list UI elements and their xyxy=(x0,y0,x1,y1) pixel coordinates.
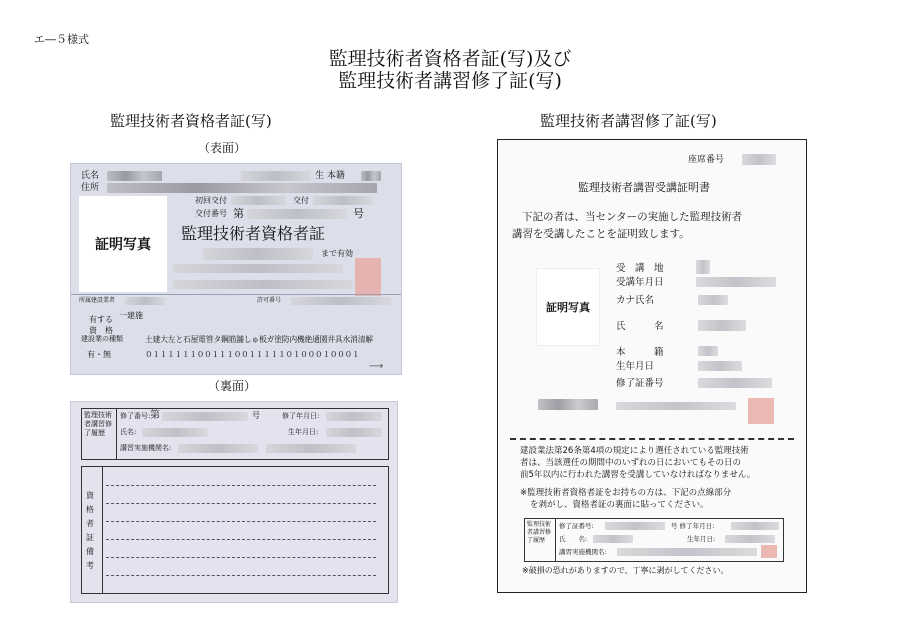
seal-stamp xyxy=(355,258,381,296)
stub-label: 監理技術者講習修了履歴 xyxy=(527,521,552,544)
date-redacted xyxy=(696,277,776,287)
permit-label: 許可番号 xyxy=(257,297,282,304)
issuer-extra-redacted xyxy=(616,402,736,410)
remarks-label: 資格者証備考 xyxy=(86,491,94,570)
cert-heading: 監理技術者講習受講証明書 xyxy=(578,181,710,194)
field-honseki: 本 籍 xyxy=(616,347,664,358)
note-line-2: 者は、当該選任の期間中のいずれの日においてもその日の xyxy=(520,458,742,468)
cert-date-redacted xyxy=(326,412,382,421)
address-redacted xyxy=(107,183,377,193)
org-extra-redacted xyxy=(266,444,356,453)
cert-date-label: 修了年月日: xyxy=(282,412,320,420)
history-side-divider xyxy=(116,409,117,459)
cert-photo-placeholder: 証明写真 xyxy=(536,268,600,346)
stub-birth-redacted xyxy=(725,535,775,543)
cert-footer: ※破損の恐れがありますので、丁寧に剥がしてください。 xyxy=(522,566,729,575)
history-side-label: 監理技術者講習修了履歴 xyxy=(84,411,112,437)
form-label: エ―５様式 xyxy=(34,33,89,46)
note-line-1: 建設業法第26条第4項の規定により選任されている監理技術 xyxy=(520,446,749,456)
history-stub xyxy=(524,518,784,562)
remarks-line xyxy=(106,557,376,558)
holder-name-label: 氏名: xyxy=(120,428,137,436)
remarks-line xyxy=(106,485,376,486)
remarks-line xyxy=(106,521,376,522)
note-line-3: 前5年以内に行われた講習を受講していなければなりません。 xyxy=(520,470,756,480)
remarks-side-divider xyxy=(102,467,103,593)
right-heading: 監理技術者講習修了証(写) xyxy=(540,112,717,130)
name-label: 氏名 xyxy=(81,171,100,181)
back-label: （裏面） xyxy=(208,379,257,393)
history-box xyxy=(81,408,389,460)
remarks-line xyxy=(106,503,376,504)
stub-seal-stamp xyxy=(761,545,777,558)
note-line-5: を剥がし、資格者証の裏面に貼ってください。 xyxy=(530,500,709,510)
issue-label: 交付 xyxy=(293,196,309,205)
honseki-redacted xyxy=(698,346,718,356)
honseki-redacted xyxy=(241,171,311,181)
seat-label: 座席番号 xyxy=(688,155,725,165)
arrow-icon: ⟶ xyxy=(369,361,384,372)
remarks-line xyxy=(106,575,376,576)
remarks-box xyxy=(81,466,389,594)
valid-date-redacted xyxy=(173,264,343,273)
card-divider xyxy=(71,294,401,295)
cert-no-label: 修了番号: xyxy=(120,412,151,420)
cert-body-2: 講習を受講したことを証明致します。 xyxy=(512,228,690,240)
stub-org-redacted xyxy=(617,548,757,556)
valid-label: まで有効 xyxy=(321,249,353,258)
stub-birth-label: 生年月日: xyxy=(687,535,716,543)
stub-no-label: 修了証番号: xyxy=(559,522,594,530)
field-name: 氏 名 xyxy=(616,321,664,332)
issue-no-label: 交付番号 xyxy=(195,209,227,218)
issuer-redacted xyxy=(538,399,598,410)
cert-body-1: 下記の者は、当センターの実施した監理技術者 xyxy=(522,211,743,223)
kinds-value: 土建大左と石屋電管タ鋼筋舗しゅ板ガ塗防内機絶通園井具水消清解 xyxy=(145,335,373,344)
certno-redacted xyxy=(698,378,772,388)
front-label: （表面） xyxy=(198,141,247,155)
license-card-front xyxy=(70,163,402,375)
page-title-line2: 監理技術者講習修了証(写) xyxy=(338,70,562,92)
cert-no-dai: 第 xyxy=(150,410,160,421)
permit-redacted xyxy=(291,297,391,305)
issue-no-dai: 第 xyxy=(233,207,244,220)
qualification-value: 一建施 xyxy=(119,311,143,320)
org-redacted xyxy=(178,444,258,453)
first-issue-redacted xyxy=(231,196,286,205)
issuer-redacted xyxy=(173,280,353,289)
field-birth: 生年月日 xyxy=(616,361,655,372)
kana-redacted xyxy=(698,295,728,305)
first-issue-label: 初回交付 xyxy=(195,196,227,205)
org-label: 講習実施機関名: xyxy=(120,444,172,452)
card-number-redacted xyxy=(203,248,313,260)
field-place: 受 講 地 xyxy=(616,263,664,274)
company-redacted xyxy=(125,297,165,305)
issue-no-go: 号 xyxy=(353,207,364,220)
issue-redacted xyxy=(313,196,373,205)
stub-go-label: 号 修了年月日: xyxy=(671,522,715,530)
stub-name-label: 氏 名: xyxy=(559,535,588,543)
stub-no-redacted xyxy=(605,522,665,530)
qualification-label: 有する 資 格 xyxy=(89,315,113,335)
remarks-line xyxy=(106,539,376,540)
cut-line xyxy=(510,438,794,440)
page-title-line1: 監理技術者資格者証(写)及び xyxy=(328,48,572,70)
kinds-label: 建設業の種類 xyxy=(81,335,123,343)
card-title: 監理技術者資格者証 xyxy=(181,224,326,243)
field-certno: 修了証番号 xyxy=(616,378,664,389)
name-redacted xyxy=(698,320,746,331)
holder-name-redacted xyxy=(142,428,208,437)
flags-label: 有・無 xyxy=(87,350,111,359)
stub-divider xyxy=(555,519,556,561)
company-label: 所属建設業者 xyxy=(79,297,116,304)
honseki-value-redacted xyxy=(361,171,381,181)
issue-no-redacted xyxy=(247,209,347,219)
note-line-4: ※監理技術者資格者証をお持ちの方は、下記の点線部分 xyxy=(520,488,732,498)
field-date: 受講年月日 xyxy=(616,277,664,288)
name-redacted xyxy=(107,171,162,181)
flags-value: ０１１１１１１００１１１００１１１１１０１０００１０００１ xyxy=(145,350,360,359)
stub-org-label: 講習実施機関名: xyxy=(559,548,607,556)
seat-redacted xyxy=(742,154,776,165)
honseki-label: 生 本籍 xyxy=(315,171,345,181)
stub-date-redacted xyxy=(731,522,779,530)
cert-seal-stamp xyxy=(748,398,774,424)
stub-name-redacted xyxy=(593,535,633,543)
field-kana: カナ氏名 xyxy=(616,295,655,306)
address-label: 住所 xyxy=(81,183,100,193)
cert-no-go: 号 xyxy=(252,411,260,420)
birth-label: 生年月日: xyxy=(288,428,319,436)
place-redacted xyxy=(696,260,710,274)
birth-redacted xyxy=(698,361,742,371)
license-card-back xyxy=(70,401,398,603)
cert-no-redacted xyxy=(162,412,248,421)
left-heading: 監理技術者資格者証(写) xyxy=(110,112,272,130)
photo-placeholder: 証明写真 xyxy=(79,196,167,292)
completion-certificate xyxy=(497,139,807,593)
birth-redacted xyxy=(326,428,382,437)
